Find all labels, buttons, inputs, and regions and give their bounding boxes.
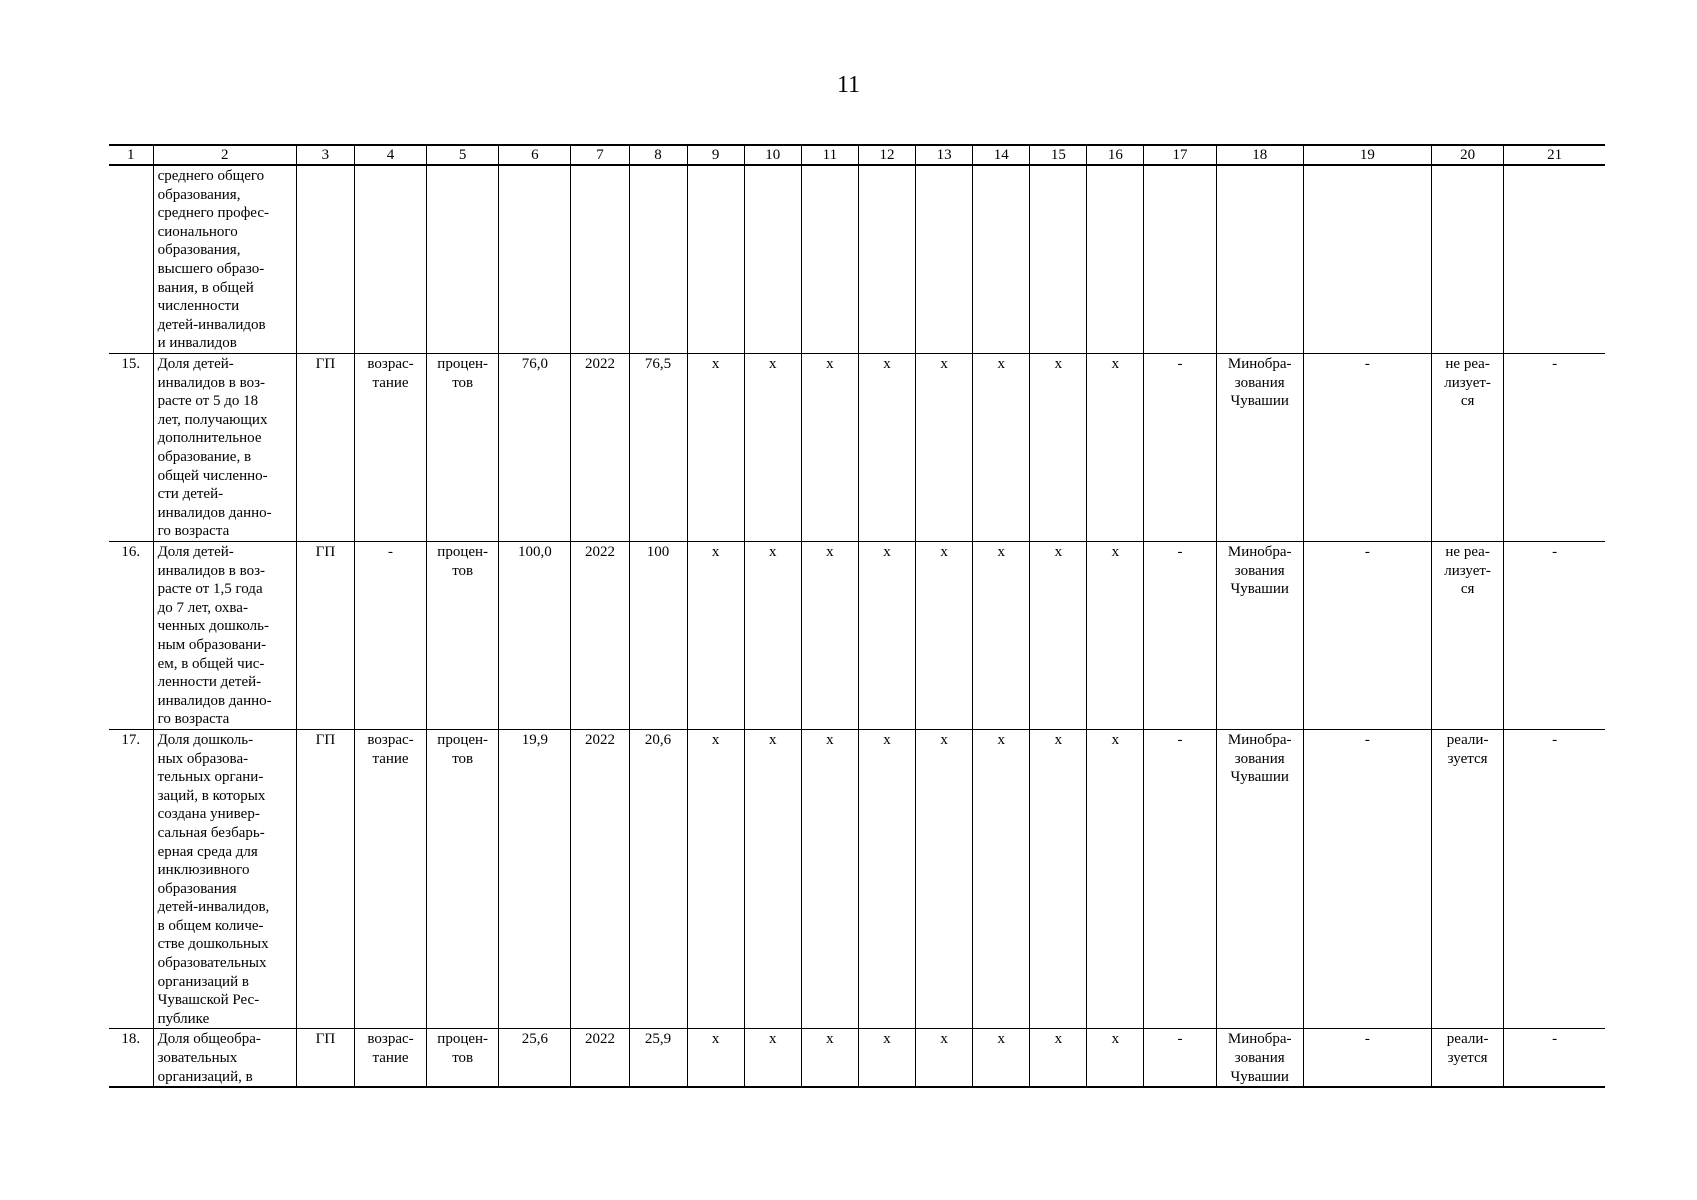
- cell: [1216, 165, 1303, 353]
- cell: реали- зуется: [1432, 729, 1504, 1029]
- indicator-name: Доля общеобра- зовательных организаций, в: [153, 1029, 296, 1087]
- cell: 100: [629, 541, 687, 729]
- cell: х: [916, 1029, 973, 1087]
- column-header: 4: [354, 145, 426, 165]
- cell: х: [973, 541, 1030, 729]
- indicator-name: Доля детей- инвалидов в воз- расте от 5 до 18 лет, получающих дополнительное образование, в общей численно- сти детей- инвалидов данно- го возраста: [153, 353, 296, 541]
- cell: 25,9: [629, 1029, 687, 1087]
- cell: -: [1504, 541, 1605, 729]
- cell: х: [916, 729, 973, 1029]
- indicator-name: Доля детей- инвалидов в воз- расте от 1,5 года до 7 лет, охва- ченных дошколь- ным образовани- ем, в общей чис- ленности детей- инвалидов данно- го возраста: [153, 541, 296, 729]
- cell: х: [744, 353, 801, 541]
- table-header-row: [109, 145, 1605, 165]
- column-header: 12: [858, 145, 915, 165]
- cell: [858, 165, 915, 353]
- row-number: 16.: [109, 541, 153, 729]
- cell: -: [1303, 729, 1431, 1029]
- column-header: 1: [109, 145, 153, 165]
- cell: реали- зуется: [1432, 1029, 1504, 1087]
- cell: процен- тов: [427, 353, 499, 541]
- indicator-name: среднего общего образования, среднего профес- сионального образования, высшего образо- вания, в общей численности детей-инвалидов и инвалидов: [153, 165, 296, 353]
- cell: х: [687, 1029, 744, 1087]
- column-header: 6: [499, 145, 571, 165]
- cell: Минобра- зования Чувашии: [1216, 729, 1303, 1029]
- cell: 19,9: [499, 729, 571, 1029]
- cell: 25,6: [499, 1029, 571, 1087]
- cell: ГП: [296, 729, 354, 1029]
- cell: х: [744, 541, 801, 729]
- column-header: 19: [1303, 145, 1431, 165]
- cell: х: [687, 353, 744, 541]
- cell: 2022: [571, 1029, 629, 1087]
- cell: 100,0: [499, 541, 571, 729]
- cell: [973, 165, 1030, 353]
- cell: х: [858, 1029, 915, 1087]
- column-header: 18: [1216, 145, 1303, 165]
- cell: х: [858, 353, 915, 541]
- cell: -: [1504, 729, 1605, 1029]
- cell: х: [858, 729, 915, 1029]
- column-header: 14: [973, 145, 1030, 165]
- table-row: [109, 729, 1605, 1029]
- cell: -: [1144, 353, 1216, 541]
- cell: -: [1504, 353, 1605, 541]
- cell: -: [1303, 541, 1431, 729]
- column-header: 8: [629, 145, 687, 165]
- cell: 20,6: [629, 729, 687, 1029]
- cell: х: [1087, 541, 1144, 729]
- cell: [1504, 165, 1605, 353]
- cell: ГП: [296, 1029, 354, 1087]
- cell: процен- тов: [427, 1029, 499, 1087]
- column-header: 21: [1504, 145, 1605, 165]
- cell: х: [973, 729, 1030, 1029]
- cell: ГП: [296, 353, 354, 541]
- cell: 2022: [571, 729, 629, 1029]
- row-number: [109, 165, 153, 353]
- column-header: 2: [153, 145, 296, 165]
- column-header: 15: [1030, 145, 1087, 165]
- cell: -: [1303, 1029, 1431, 1087]
- cell: х: [1087, 729, 1144, 1029]
- cell: [354, 165, 426, 353]
- row-number: 18.: [109, 1029, 153, 1087]
- indicator-name: Доля дошколь- ных образова- тельных органи- заций, в которых создана универ- сальная безбарь- ерная среда для инклюзивного образования детей-инвалидов, в общем количе- стве дошкольных образовательных организаций в Чувашской Рес- публике: [153, 729, 296, 1029]
- cell: х: [973, 1029, 1030, 1087]
- cell: возрас- тание: [354, 1029, 426, 1087]
- column-header: 10: [744, 145, 801, 165]
- cell: [629, 165, 687, 353]
- cell: [744, 165, 801, 353]
- cell: -: [1144, 729, 1216, 1029]
- cell: не реа- лизует- ся: [1432, 353, 1504, 541]
- cell: х: [1087, 353, 1144, 541]
- page-number: 11: [836, 72, 861, 98]
- cell: [1030, 165, 1087, 353]
- cell: 2022: [571, 353, 629, 541]
- cell: х: [801, 353, 858, 541]
- cell: -: [354, 541, 426, 729]
- cell: [499, 165, 571, 353]
- table-row: [109, 541, 1605, 729]
- column-header: 9: [687, 145, 744, 165]
- row-number: 15.: [109, 353, 153, 541]
- cell: [1303, 165, 1431, 353]
- cell: х: [801, 1029, 858, 1087]
- cell: х: [916, 353, 973, 541]
- cell: [571, 165, 629, 353]
- cell: [916, 165, 973, 353]
- cell: 2022: [571, 541, 629, 729]
- cell: возрас- тание: [354, 729, 426, 1029]
- cell: процен- тов: [427, 541, 499, 729]
- indicators-table: [109, 144, 1605, 1088]
- cell: х: [1030, 353, 1087, 541]
- table-row: [109, 1029, 1605, 1087]
- cell: х: [1030, 541, 1087, 729]
- column-header: 5: [427, 145, 499, 165]
- cell: х: [744, 729, 801, 1029]
- cell: х: [687, 541, 744, 729]
- cell: х: [801, 541, 858, 729]
- cell: х: [973, 353, 1030, 541]
- cell: 76,0: [499, 353, 571, 541]
- cell: Минобра- зования Чувашии: [1216, 541, 1303, 729]
- cell: [1144, 165, 1216, 353]
- cell: х: [1087, 1029, 1144, 1087]
- cell: [687, 165, 744, 353]
- cell: ГП: [296, 541, 354, 729]
- cell: х: [858, 541, 915, 729]
- row-number: 17.: [109, 729, 153, 1029]
- cell: [1432, 165, 1504, 353]
- cell: [296, 165, 354, 353]
- cell: -: [1303, 353, 1431, 541]
- cell: не реа- лизует- ся: [1432, 541, 1504, 729]
- cell: Минобра- зования Чувашии: [1216, 353, 1303, 541]
- table-row: [109, 165, 1605, 353]
- column-header: 20: [1432, 145, 1504, 165]
- column-header: 13: [916, 145, 973, 165]
- cell: -: [1504, 1029, 1605, 1087]
- cell: [1087, 165, 1144, 353]
- cell: [427, 165, 499, 353]
- column-header: 11: [801, 145, 858, 165]
- cell: х: [916, 541, 973, 729]
- column-header: 17: [1144, 145, 1216, 165]
- cell: х: [801, 729, 858, 1029]
- cell: возрас- тание: [354, 353, 426, 541]
- cell: х: [1030, 729, 1087, 1029]
- cell: х: [687, 729, 744, 1029]
- cell: Минобра- зования Чувашии: [1216, 1029, 1303, 1087]
- column-header: 16: [1087, 145, 1144, 165]
- cell: -: [1144, 1029, 1216, 1087]
- column-header: 7: [571, 145, 629, 165]
- cell: процен- тов: [427, 729, 499, 1029]
- column-header: 3: [296, 145, 354, 165]
- cell: [801, 165, 858, 353]
- cell: х: [1030, 1029, 1087, 1087]
- cell: х: [744, 1029, 801, 1087]
- cell: -: [1144, 541, 1216, 729]
- table-row: [109, 353, 1605, 541]
- cell: 76,5: [629, 353, 687, 541]
